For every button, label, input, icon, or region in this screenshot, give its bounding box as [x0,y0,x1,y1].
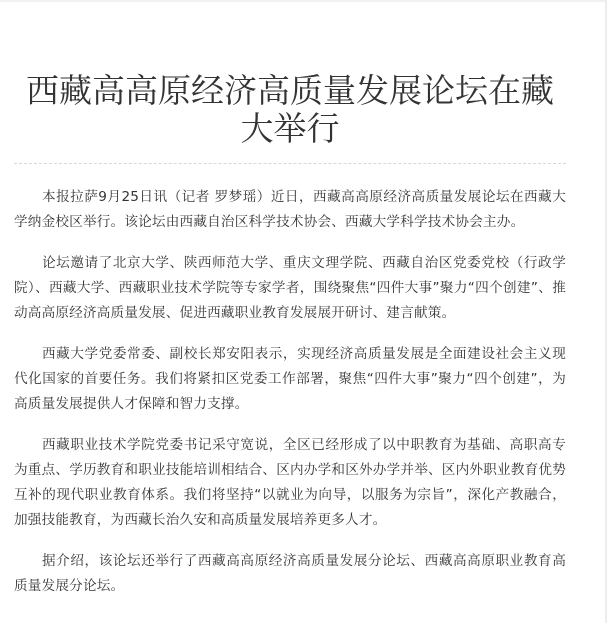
article-body [14,185,566,599]
article [14,0,566,615]
paragraph-5: 据介绍，该论坛还举行了西藏高高原经济高质量发展分论坛、西藏高高原职业教育高质量发展分论坛。 [14,553,566,594]
title-divider [14,163,566,164]
paragraph-2: 论坛邀请了北京大学、陕西师范大学、重庆文理学院、西藏自治区党委党校（行政学院）、西藏大学、西藏职业技术学院等专家学者，围绕聚焦“四件大事”聚力“四个创建”、推动高高原经济高质量发展、促进西藏职业教育发展展开研讨、建言献策。 [14,255,566,321]
article-title: 西藏高高原经济高质量发展论坛在藏大举行 [26,71,554,148]
paragraph-1: 本报拉萨9月25日讯（记者 罗梦瑶）近日，西藏高高原经济高质量发展论坛在西藏大学纳金校区举行。该论坛由西藏自治区科学技术协会、西藏大学科学技术协会主办。 [14,189,566,230]
paragraph-4: 西藏职业技术学院党委书记采守宽说，全区已经形成了以中职教育为基础、高职高专为重点、学历教育和职业技能培训相结合、区内办学和区外办学并举、区内外职业教育优势互补的现代职业教育体系。我们将坚持“以就业为向导，以服务为宗旨”，深化产教融合，加强技能教育，为西藏长治久安和高质量发展培养更多人才。 [14,437,566,528]
paragraph-3: 西藏大学党委常委、副校长郑安阳表示，实现经济高质量发展是全面建设社会主义现代化国家的首要任务。我们将紧扣区党委工作部署，聚焦“四件大事”聚力“四个创建”，为高质量发展提供人才保障和智力支撑。 [14,346,566,412]
